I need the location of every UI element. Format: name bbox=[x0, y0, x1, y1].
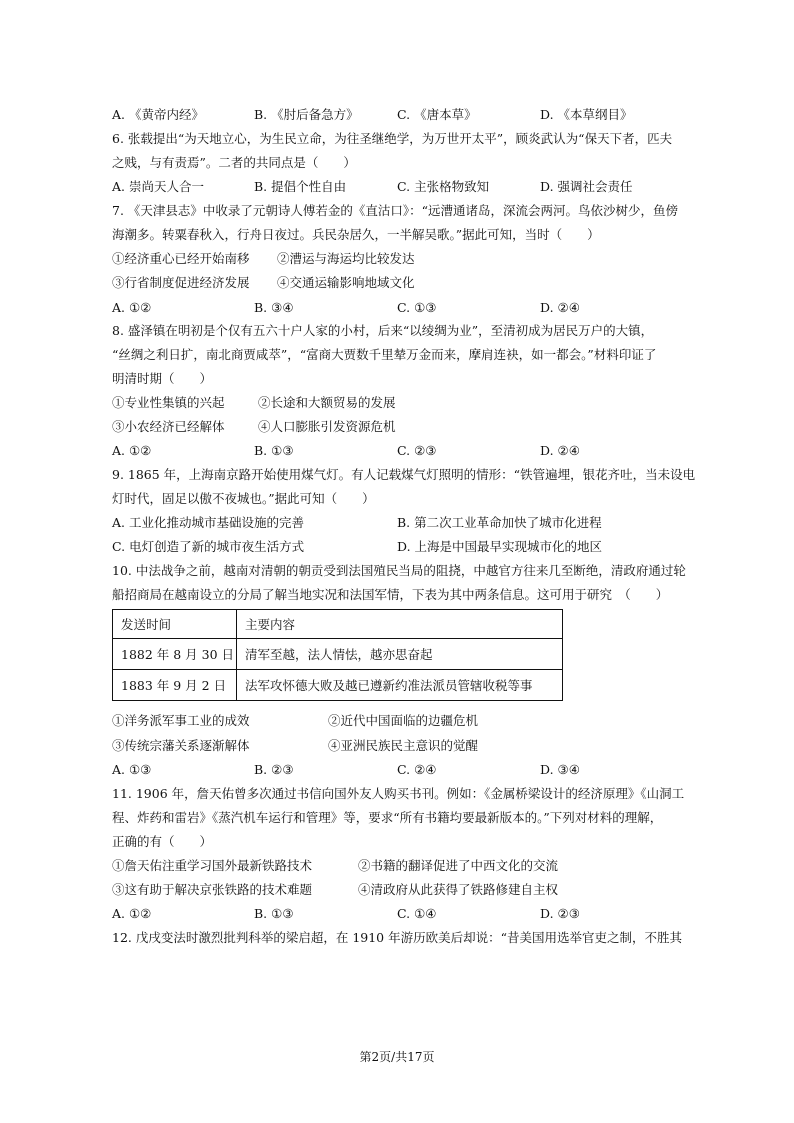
page-number: 第2页/共17页 bbox=[359, 1050, 435, 1064]
q5-option-c: C. 《唐本草》 bbox=[397, 107, 477, 122]
q6-stem-line-1: 6. 张载提出“为天地立心，为生民立命，为往圣继绝学，为万世开太平”，顾炎武认为“保天下者，匹夫 bbox=[112, 131, 673, 146]
q8-option-b: B. ①③ bbox=[254, 443, 294, 458]
q7-item-3: ③行省制度促进经济发展 bbox=[112, 275, 250, 290]
q6-stem-line-2: 之贱，与有责焉”。二者的共同点是（ ） bbox=[112, 155, 356, 170]
q7-item-1: ①经济重心已经开始南移 bbox=[112, 251, 250, 266]
q7-item-2: ②漕运与海运均比较发达 bbox=[277, 251, 415, 266]
q10-table bbox=[112, 609, 563, 701]
q8-stem-line-1: 8. 盛泽镇在明初是个仅有五六十户人家的小村，后来“以绫绸为业”，至清初成为居民万户的大镇， bbox=[112, 323, 654, 338]
q9-option-c: C. 电灯创造了新的城市夜生活方式 bbox=[112, 539, 305, 554]
table-cell: 1883 年 9 月 2 日 bbox=[113, 670, 237, 701]
table-cell: 法军攻怀德大败及越已遵新约准法派员管辖收税等事 bbox=[237, 670, 563, 701]
q11-item-2: ②书籍的翻译促进了中西文化的交流 bbox=[358, 858, 559, 873]
q10-item-3: ③传统宗藩关系逐渐解体 bbox=[112, 738, 250, 753]
q7-stem-line-2: 海潮多。转粟春秋入，行舟日夜过。兵民杂居久，一半解吴歌。”据此可知，当时（ ） bbox=[112, 227, 600, 242]
q7-stem-line-1: 7. 《天津县志》中收录了元朝诗人傅若金的《直沽口》：“远漕通诸岛，深流会两河。鸟依沙树少，鱼傍 bbox=[112, 203, 679, 218]
q9-option-b: B. 第二次工业革命加快了城市化进程 bbox=[397, 515, 602, 530]
q7-item-4: ④交通运输影响地域文化 bbox=[277, 275, 415, 290]
q7-option-b: B. ③④ bbox=[254, 300, 294, 315]
q8-option-d: D. ②④ bbox=[540, 443, 580, 458]
q8-item-1: ①专业性集镇的兴起 bbox=[112, 395, 225, 410]
table-header-cell: 主要内容 bbox=[237, 610, 563, 639]
q8-item-2: ②长途和大额贸易的发展 bbox=[258, 395, 396, 410]
q10-item-4: ④亚洲民族民主意识的觉醒 bbox=[328, 738, 479, 753]
q7-option-c: C. ①③ bbox=[397, 300, 437, 315]
q9-stem-line-1: 9. 1865 年，上海南京路开始使用煤气灯。有人记载煤气灯照明的情形：“铁管遍埋，银花齐吐，当未设电 bbox=[112, 467, 696, 482]
q10-option-b: B. ②③ bbox=[254, 762, 294, 777]
table-cell: 清军至越，法人情怯，越亦思奋起 bbox=[237, 639, 563, 670]
q8-option-c: C. ②③ bbox=[397, 443, 437, 458]
q6-option-c: C. 主张格物致知 bbox=[397, 179, 490, 194]
q11-stem-line-1: 11. 1906 年，詹天佑曾多次通过书信向国外友人购买书刊。例如：《金属桥梁设计的经济原理》《山洞工 bbox=[112, 786, 685, 801]
q10-item-1: ①洋务派军事工业的成效 bbox=[112, 713, 250, 728]
q10-option-d: D. ③④ bbox=[540, 762, 580, 777]
q11-item-1: ①詹天佑注重学习国外最新铁路技术 bbox=[112, 858, 313, 873]
q9-option-a: A. 工业化推动城市基础设施的完善 bbox=[112, 515, 304, 530]
q9-option-d: D. 上海是中国最早实现城市化的地区 bbox=[397, 539, 603, 554]
q11-stem-line-2: 程、炸药和雷岩》《蒸汽机车运行和管理》等，要求“所有书籍均要最新版本的。”下列对材料的理解， bbox=[112, 810, 663, 825]
table-row bbox=[113, 639, 563, 670]
q7-option-a: A. ①② bbox=[112, 300, 152, 315]
q10-stem-line-1: 10. 中法战争之前，越南对清朝的朝贡受到法国殖民当局的阻挠，中越官方往来几至断绝，清政府通过轮 bbox=[112, 563, 686, 578]
q5-option-a: A. 《黄帝内经》 bbox=[112, 107, 204, 122]
q6-option-b: B. 提倡个性自由 bbox=[254, 179, 347, 194]
q8-stem-line-3: 明清时期（ ） bbox=[112, 371, 213, 386]
q12-stem-line-1: 12. 戊戌变法时激烈批判科举的梁启超，在 1910 年游历欧美后却说：“昔美国用选举官吏之制，不胜其 bbox=[112, 930, 683, 945]
q11-option-d: D. ②③ bbox=[540, 906, 580, 921]
table-header-cell: 发送时间 bbox=[113, 610, 237, 639]
q5-option-b: B. 《肘后备急方》 bbox=[254, 107, 359, 122]
table-header-row bbox=[113, 610, 563, 639]
q8-item-3: ③小农经济已经解体 bbox=[112, 419, 225, 434]
q7-option-d: D. ②④ bbox=[540, 300, 580, 315]
q6-option-a: A. 崇尚天人合一 bbox=[112, 179, 204, 194]
q5-option-d: D. 《本草纲目》 bbox=[540, 107, 633, 122]
q9-stem-line-2: 灯时代，固足以傲不夜城也。”据此可知（ ） bbox=[112, 491, 375, 506]
table-row bbox=[113, 670, 563, 701]
q8-item-4: ④人口膨胀引发资源危机 bbox=[258, 419, 396, 434]
q11-option-c: C. ①④ bbox=[397, 906, 437, 921]
q8-stem-line-2: “丝绸之利日扩，南北商贾咸萃”，“富商大贾数千里辇万金而来，摩肩连袂，如一都会。”材料印证了 bbox=[112, 347, 657, 362]
q10-stem-line-2: 船招商局在越南设立的分局了解当地实况和法国军情，下表为其中两条信息。这可用于研究 （ ） bbox=[112, 587, 669, 602]
q10-option-c: C. ②④ bbox=[397, 762, 437, 777]
q11-item-3: ③这有助于解决京张铁路的技术难题 bbox=[112, 882, 313, 897]
q10-item-2: ②近代中国面临的边疆危机 bbox=[328, 713, 479, 728]
table-cell: 1882 年 8 月 30 日 bbox=[113, 639, 237, 670]
q11-option-a: A. ①② bbox=[112, 906, 152, 921]
q10-option-a: A. ①③ bbox=[112, 762, 152, 777]
q11-stem-line-3: 正确的有（ ） bbox=[112, 834, 213, 849]
q6-option-d: D. 强调社会责任 bbox=[540, 179, 633, 194]
q8-option-a: A. ①② bbox=[112, 443, 152, 458]
q11-option-b: B. ①③ bbox=[254, 906, 294, 921]
q11-item-4: ④清政府从此获得了铁路修建自主权 bbox=[358, 882, 559, 897]
